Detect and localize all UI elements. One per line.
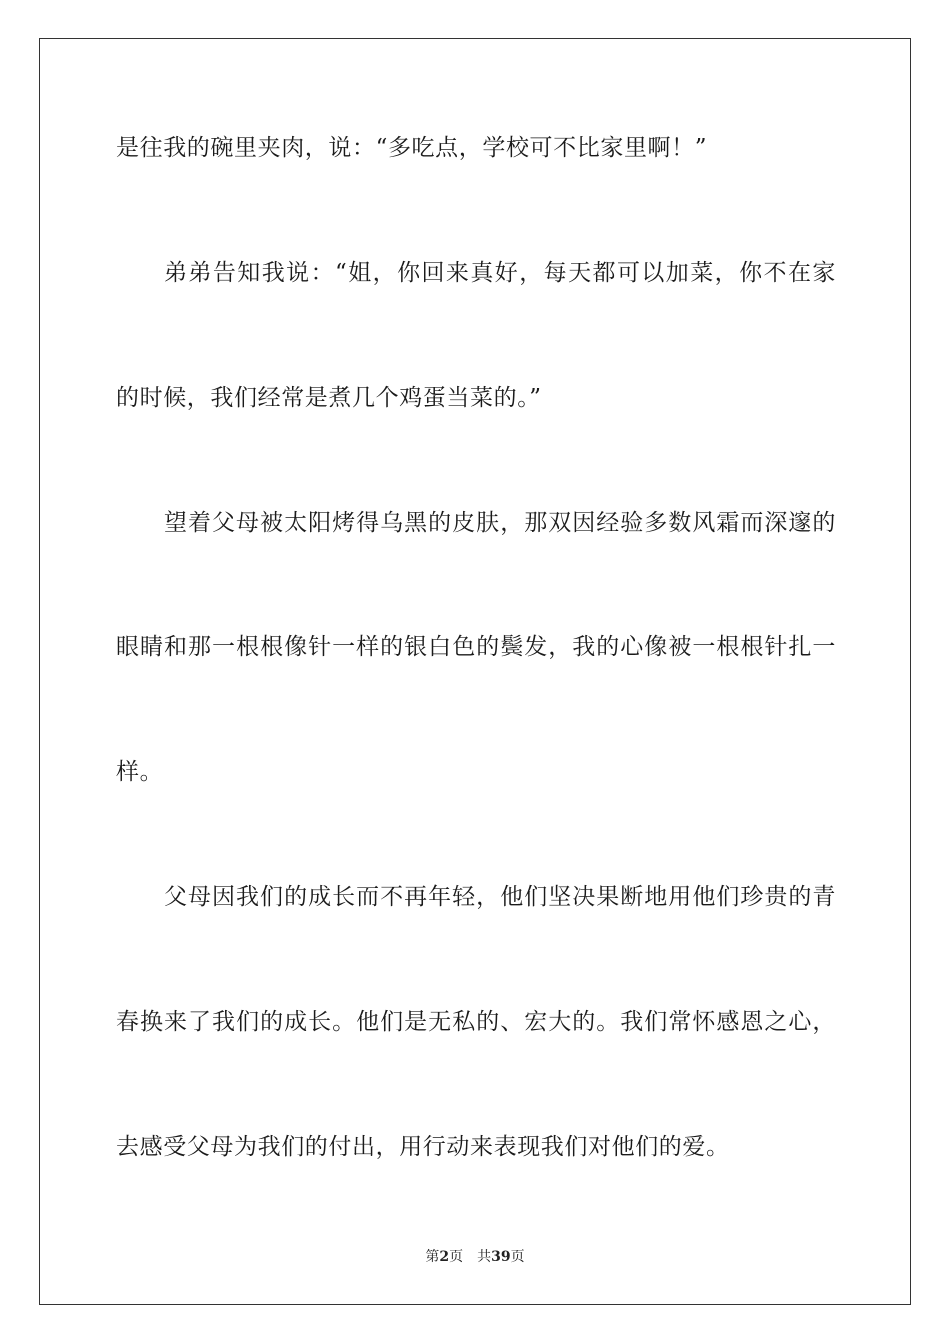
text-line-4: 望着父母被太阳烤得乌黑的皮肤，那双因经验多数风霜而深邃的 bbox=[164, 510, 836, 536]
text-line-9: 去感受父母为我们的付出，用行动来表现我们对他们的爱。 bbox=[116, 1134, 730, 1160]
text-line-1: 是往我的碗里夹肉，说：“多吃点，学校可不比家里啊！” bbox=[116, 135, 708, 161]
page-number: 2 bbox=[439, 1249, 450, 1265]
text-line-6: 样。 bbox=[116, 759, 164, 785]
page-suffix: 页 bbox=[449, 1249, 464, 1265]
total-prefix: 共 bbox=[477, 1249, 492, 1265]
total-suffix: 页 bbox=[510, 1249, 525, 1265]
page-prefix: 第 bbox=[425, 1249, 440, 1265]
text-line-7: 父母因我们的成长而不再年轻，他们坚决果断地用他们珍贵的青 bbox=[164, 884, 836, 910]
page-footer bbox=[0, 1248, 950, 1266]
text-line-3: 的时候，我们经常是煮几个鸡蛋当菜的。” bbox=[116, 385, 542, 411]
text-line-8: 春换来了我们的成长。他们是无私的、宏大的。我们常怀感恩之心， bbox=[116, 1009, 836, 1035]
total-pages: 39 bbox=[491, 1249, 511, 1265]
text-line-5: 眼睛和那一根根像针一样的银白色的鬓发，我的心像被一根根针扎一 bbox=[116, 634, 836, 660]
page-frame bbox=[39, 38, 911, 1305]
text-line-2: 弟弟告知我说：“姐，你回来真好，每天都可以加菜，你不在家 bbox=[164, 260, 836, 286]
